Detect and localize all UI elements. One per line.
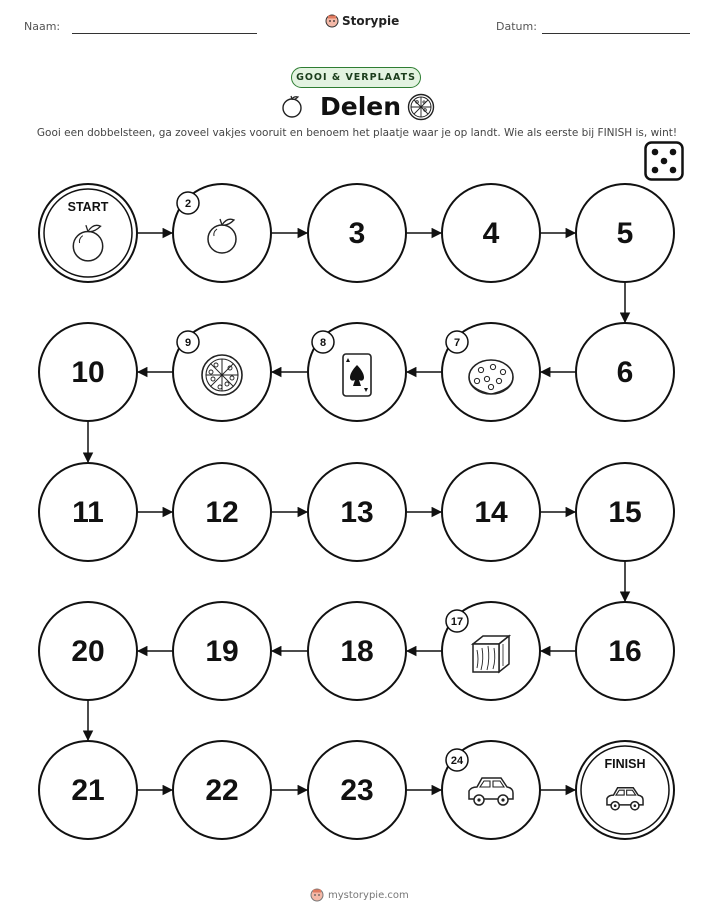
footer — [310, 888, 409, 902]
board-square-10[interactable] — [39, 323, 137, 421]
square-number: 10 — [71, 356, 105, 389]
playing-card-icon — [343, 354, 371, 396]
board-square-19[interactable] — [173, 602, 271, 700]
square-number-badge: 7 — [453, 337, 461, 349]
board-square-24[interactable] — [442, 741, 540, 839]
board-square-16[interactable] — [576, 602, 674, 700]
cookie-icon — [469, 360, 513, 394]
square-number: 4 — [482, 217, 500, 250]
square-number: 5 — [616, 217, 634, 250]
board-square-15[interactable] — [576, 463, 674, 561]
board-square-11[interactable] — [39, 463, 137, 561]
board-square-17[interactable] — [442, 602, 540, 700]
page-title: Delen — [320, 92, 402, 121]
start-label: START — [67, 200, 109, 214]
square-number: 6 — [616, 356, 634, 389]
finish-label: FINISH — [604, 757, 646, 771]
instructions-text: Gooi een dobbelsteen, ga zoveel vakjes vooruit en benoem het plaatje waar je op landt. Wie als eerste bij FINISH is, wint! — [36, 127, 678, 139]
square-number: 13 — [340, 496, 374, 529]
square-number: 20 — [71, 635, 105, 668]
date-label: Datum: — [496, 20, 537, 33]
square-number: 19 — [205, 635, 239, 668]
board-square-1[interactable] — [39, 184, 137, 282]
square-number: 22 — [205, 774, 239, 807]
brand-name: Storypie — [342, 14, 400, 28]
board-square-13[interactable] — [308, 463, 406, 561]
board-square-25[interactable] — [576, 741, 674, 839]
square-number-badge: 8 — [319, 337, 327, 349]
board-square-9[interactable] — [173, 323, 271, 421]
square-number: 3 — [348, 217, 366, 250]
square-number-badge: 17 — [450, 616, 464, 628]
board-square-5[interactable] — [576, 184, 674, 282]
board-square-23[interactable] — [308, 741, 406, 839]
board-square-12[interactable] — [173, 463, 271, 561]
square-number-badge: 2 — [184, 198, 192, 210]
board-square-20[interactable] — [39, 602, 137, 700]
square-number: 14 — [474, 496, 508, 529]
square-number: 12 — [205, 496, 239, 529]
pizza-icon — [202, 355, 242, 395]
footer-url: mystorypie.com — [328, 889, 409, 901]
square-number-badge: 24 — [450, 755, 464, 767]
board-square-7[interactable] — [442, 323, 540, 421]
board-square-14[interactable] — [442, 463, 540, 561]
square-number: 16 — [608, 635, 642, 668]
name-label: Naam: — [24, 20, 61, 33]
square-number: 15 — [608, 496, 642, 529]
square-number: 11 — [72, 496, 104, 529]
board-square-8[interactable] — [308, 323, 406, 421]
board-square-2[interactable] — [173, 184, 271, 282]
board-square-21[interactable] — [39, 741, 137, 839]
square-number: 21 — [71, 774, 105, 807]
board-square-3[interactable] — [308, 184, 406, 282]
square-number-badge: 9 — [184, 337, 192, 349]
square-number: 18 — [340, 635, 374, 668]
storypie-mascot-icon — [310, 888, 324, 902]
board-square-22[interactable] — [173, 741, 271, 839]
board-square-6[interactable] — [576, 323, 674, 421]
board-square-4[interactable] — [442, 184, 540, 282]
board-square-18[interactable] — [308, 602, 406, 700]
game-type-badge: GOOI & VERPLAATS — [291, 67, 421, 88]
square-number: 23 — [340, 774, 374, 807]
wooden-block-icon — [473, 636, 509, 672]
